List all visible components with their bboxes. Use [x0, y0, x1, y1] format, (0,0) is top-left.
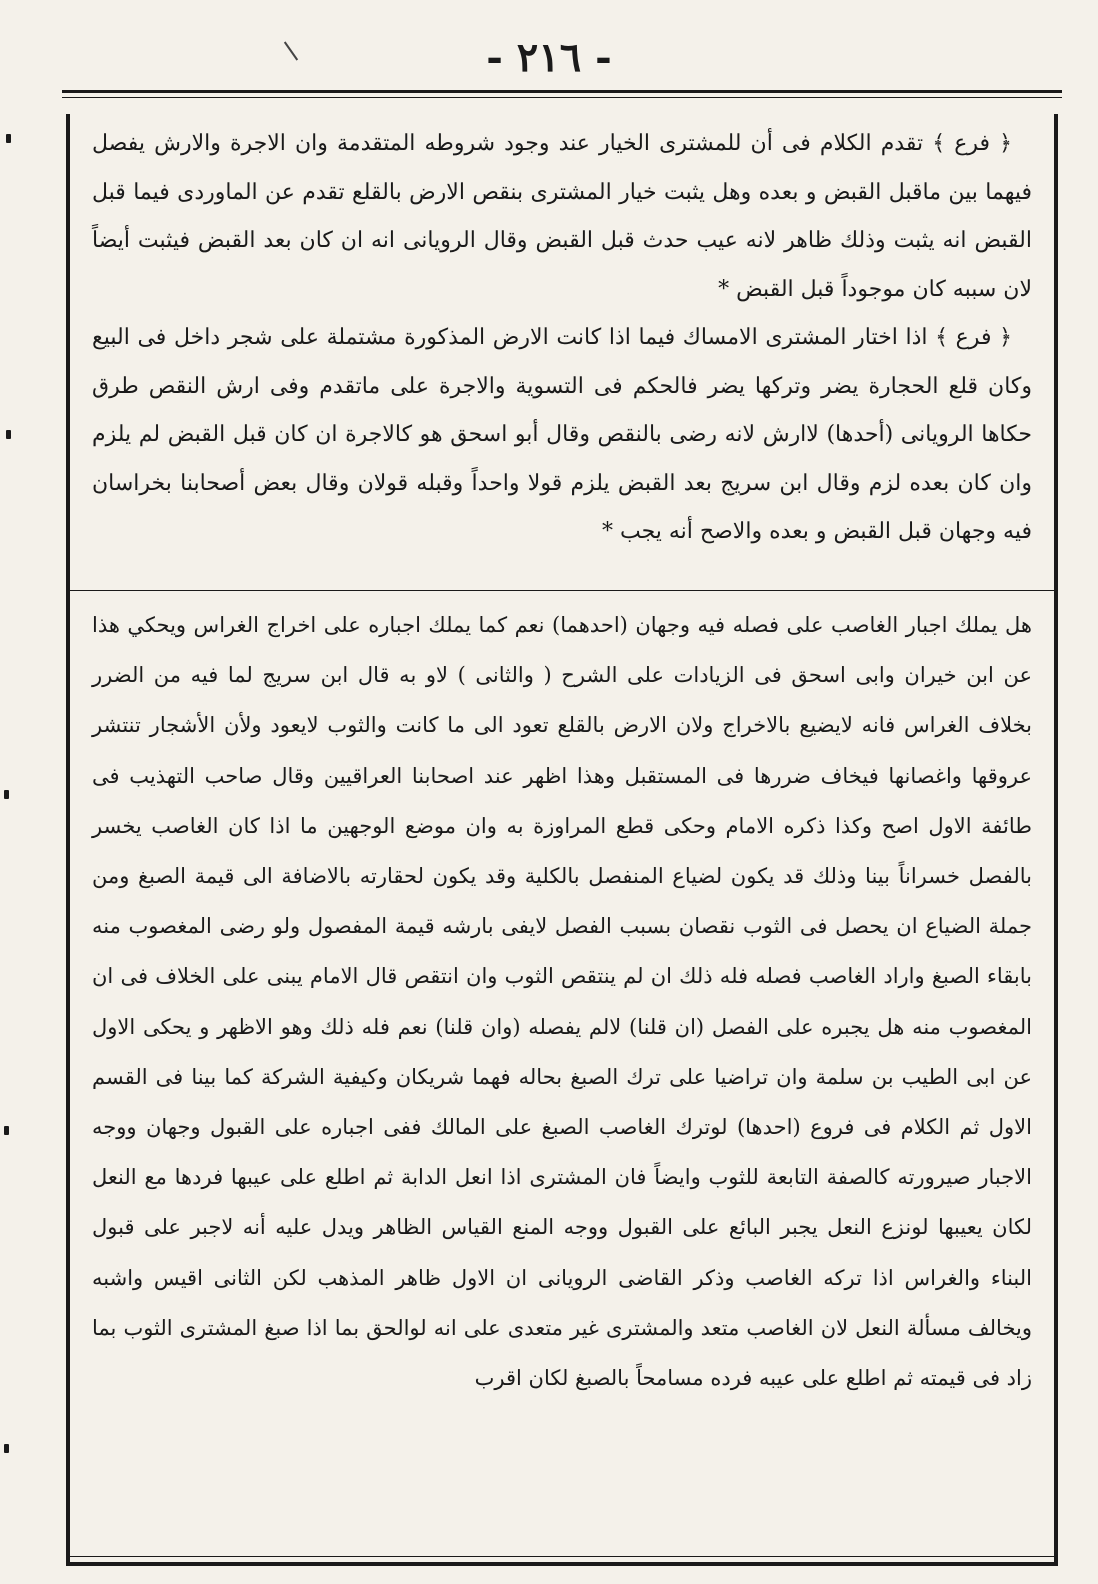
main-paragraph-1: ﴿ فرع ﴾ تقدم الكلام فى أن للمشترى الخيار عند وجود شروطه المتقدمة وان الاجرة والارش يفصل فيهما بين ماقبل القبض و بعده وهل يثبت خيار المشترى بنقص الارض بالقلع تقدم عن الماوردى فيما قبل القبض انه يثبت وذلك ظاهر لانه عيب حدث قبل القبض وقال الرويانى انه ان كان بعد القبض فيثبت أيضاً لان سببه كان موجوداً قبل القبض * [92, 131, 1032, 302]
margin-speck [6, 430, 11, 439]
margin-speck [4, 1126, 9, 1135]
main-text [92, 120, 1032, 557]
footnote-text [92, 600, 1032, 1403]
frame-inner-bottom [66, 1556, 1058, 1557]
section-divider [70, 590, 1054, 591]
margin-speck [6, 134, 11, 143]
main-paragraph-2: ﴿ فرع ﴾ اذا اختار المشترى الامساك فيما اذا كانت الارض المذكورة مشتملة على شجر داخل فى البيع وكان قلع الحجارة يضر وتركها يضر فالحكم فى التسوية والاجرة على ماتقدم وفى ارش النقص طرق حكاها الرويانى (أحدها) لاارش لانه رضى بالنقص وقال أبو اسحق هو كالاجرة ان كان قبل القبض لم يلزم وان كان بعده لزم وقال ابن سريج بعد القبض يلزم قولا واحداً وقبله قولان وقال بعض أصحابنا بخراسان فيه وجهان قبل القبض و بعده والاصح أنه يجب * [92, 325, 1033, 544]
footnote-paragraph: هل يملك اجبار الغاصب على فصله فيه وجهان (احدهما) نعم كما يملك اجباره على اخراج الغراس ويحكي هذا عن ابن خيران وابى اسحق فى الزيادات على الشرح ( والثانى ) لاو به قال ابن سريج لما فيه من الضرر بخلاف الغراس فانه لايضيع بالاخراج ولان الارض بالقلع تعود الى ما كانت والثوب لايعود ولأن الأشجار تنتشر عروقها واغصانها فيخاف ضررها فى المستقبل وهذا اظهر عند اصحابنا العراقيين وقال صاحب التهذيب فى طائفة الاول اصح وكذا ذكره الامام وحكى قطع المراوزة به وان موضع الوجهين ما اذا كان الغاصب يخسر بالفصل خسراناً بينا وذلك قد يكون لضياع المنفصل بالكلية وقد يكون لحقارته بالاضافة الى قيمة الصبغ ومن جملة الضياع ان يحصل فى الثوب نقصان بسبب الفصل لايفى بارشه قيمة المفصول ولو رضى المغصوب منه بابقاء الصبغ واراد الغاصب فصله فله ذلك ان لم ينتقص الثوب وان انتقص قال الامام يبنى على الخلاف فى ان المغصوب منه هل يجبره على الفصل (ان قلنا) لالم يفصله (وان قلنا) نعم فله ذلك وهو الاظهر و يحكى الاول عن ابى الطيب بن سلمة وان تراضيا على ترك الصبغ بحاله فهما شريكان وكيفية الشركة كما بينا فى القسم الاول ثم الكلام فى فروع (احدها) لوترك الغاصب الصبغ على المالك ففى اجباره على القبول وجهان ووجه الاجبار صيرورته كالصفة التابعة للثوب وايضاً فان المشترى اذا انعل الدابة ثم اطلع على عيبها فردها مع النعل لكان يعيبها لونزع النعل يجبر البائع على القبول ووجه المنع القياس الظاهر ويدل عليه أنه لاجبر على قبول البناء والغراس اذا تركه الغاصب وذكر القاضى الرويانى ان الاول ظاهر المذهب لكن الثانى اقيس واشبه ويخالف مسألة النعل لان الغاصب متعد والمشترى غير متعدى على انه لوالحق بما اذا صبغ المشترى الثوب بما زاد فى قيمته ثم اطلع على عيبه فرده مسامحاً بالصبغ لكان اقرب [92, 613, 1032, 1391]
margin-speck [4, 790, 9, 799]
page-number: - ٢١٦ - [486, 34, 612, 81]
top-rule [62, 90, 1062, 93]
top-rule-inner [62, 97, 1062, 98]
margin-speck [4, 1444, 9, 1453]
